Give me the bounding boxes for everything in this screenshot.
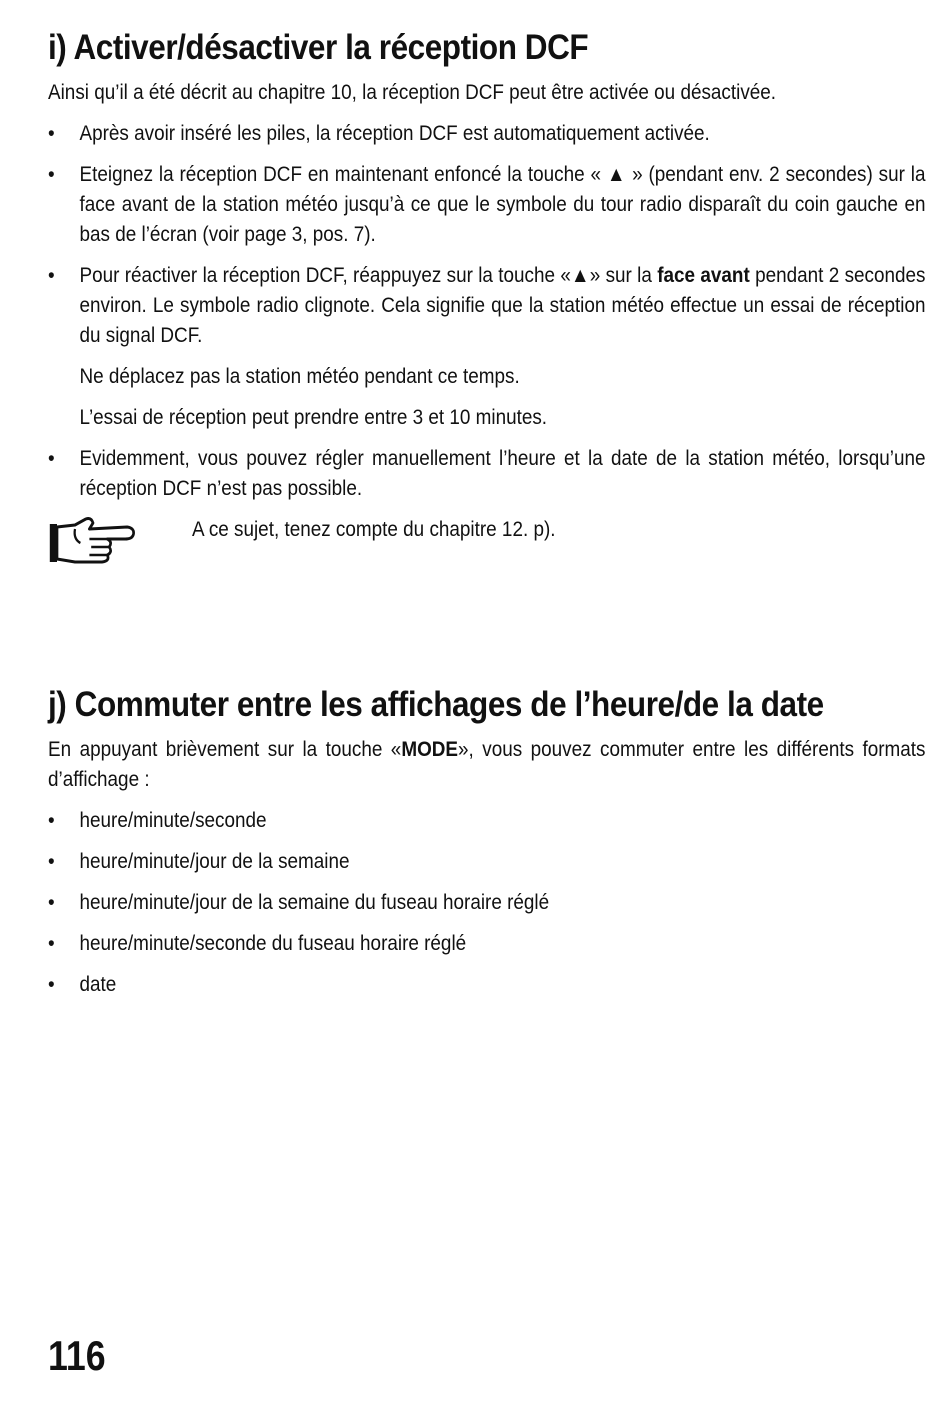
intro-text-part: En appuyant brièvement sur la touche « <box>48 738 402 761</box>
list-item-text: Evidemment, vous pouvez régler manuellement l’heure et la date de la station météo, lorsqu’une réception DCF n’est pas possible. <box>79 447 926 500</box>
note-text: A ce sujet, tenez compte du chapitre 12. p). <box>192 518 556 541</box>
page-number: 116 <box>48 1332 106 1379</box>
bullet-marker: • <box>48 122 55 145</box>
section-j-intro <box>48 735 926 795</box>
emphasis-face-avant: face avant <box>657 264 750 287</box>
bullet-marker: • <box>48 163 55 186</box>
list-item <box>48 444 926 504</box>
emphasis-mode-key: MODE <box>401 738 459 761</box>
note <box>48 515 926 567</box>
list-item-text: heure/minute/seconde du fuseau horaire réglé <box>79 932 467 955</box>
list-item <box>48 119 926 149</box>
list-item-text: heure/minute/jour de la semaine <box>79 850 350 873</box>
list-item <box>48 806 926 836</box>
bullet-marker: • <box>48 891 55 914</box>
list-item-text-part: Pour réactiver la réception DCF, réappuyez sur la touche «▲» sur la <box>79 264 658 287</box>
bullet-marker: • <box>48 809 55 832</box>
list-item-text: Après avoir inséré les piles, la réception DCF est automatiquement activée. <box>79 122 710 145</box>
indented-paragraph: Ne déplacez pas la station météo pendant ce temps. <box>79 365 520 388</box>
bullet-marker: • <box>48 973 55 996</box>
page-content <box>48 28 926 1011</box>
section-i-intro: Ainsi qu’il a été décrit au chapitre 10, la réception DCF peut être activée ou désactivée. <box>48 81 777 104</box>
list-item-text: Eteignez la réception DCF en maintenant enfoncé la touche « ▲ » (pendant env. 2 secondes) sur la face avant de la station météo jusqu’à ce que le symbole du tour radio disparaît du coin gauche en bas de l’écran (voir page 3, pos. 7). <box>79 163 926 246</box>
bullet-marker: • <box>48 850 55 873</box>
bullet-marker: • <box>48 932 55 955</box>
section-j-heading: j) Commuter entre les affichages de l’heure/de la date <box>48 685 824 724</box>
bullet-marker: • <box>48 447 55 470</box>
section-i-heading: i) Activer/désactiver la réception DCF <box>48 28 589 67</box>
list-item <box>48 847 926 877</box>
list-item-text: date <box>79 973 117 996</box>
list-item <box>48 970 926 1000</box>
list-item <box>48 160 926 250</box>
indented-paragraph: L’essai de réception peut prendre entre 3 et 10 minutes. <box>79 406 548 429</box>
list-item <box>48 261 926 351</box>
list-item-text: heure/minute/jour de la semaine du fuseau horaire réglé <box>79 891 550 914</box>
intro-text-part: », vous pouvez commuter entre les différents formats d’affichage : <box>48 738 926 791</box>
list-item-text <box>80 264 926 347</box>
list-item <box>48 888 926 918</box>
bullet-marker: • <box>48 264 55 287</box>
list-item <box>48 929 926 959</box>
section-spacer <box>48 567 926 685</box>
list-item-text-part: pendant 2 secondes environ. Le symbole radio clignote. Cela signifie que la station météo effectue un essai de réception du signal DCF. <box>79 264 926 347</box>
pointing-hand-icon <box>48 515 138 567</box>
list-item-text: heure/minute/seconde <box>79 809 267 832</box>
